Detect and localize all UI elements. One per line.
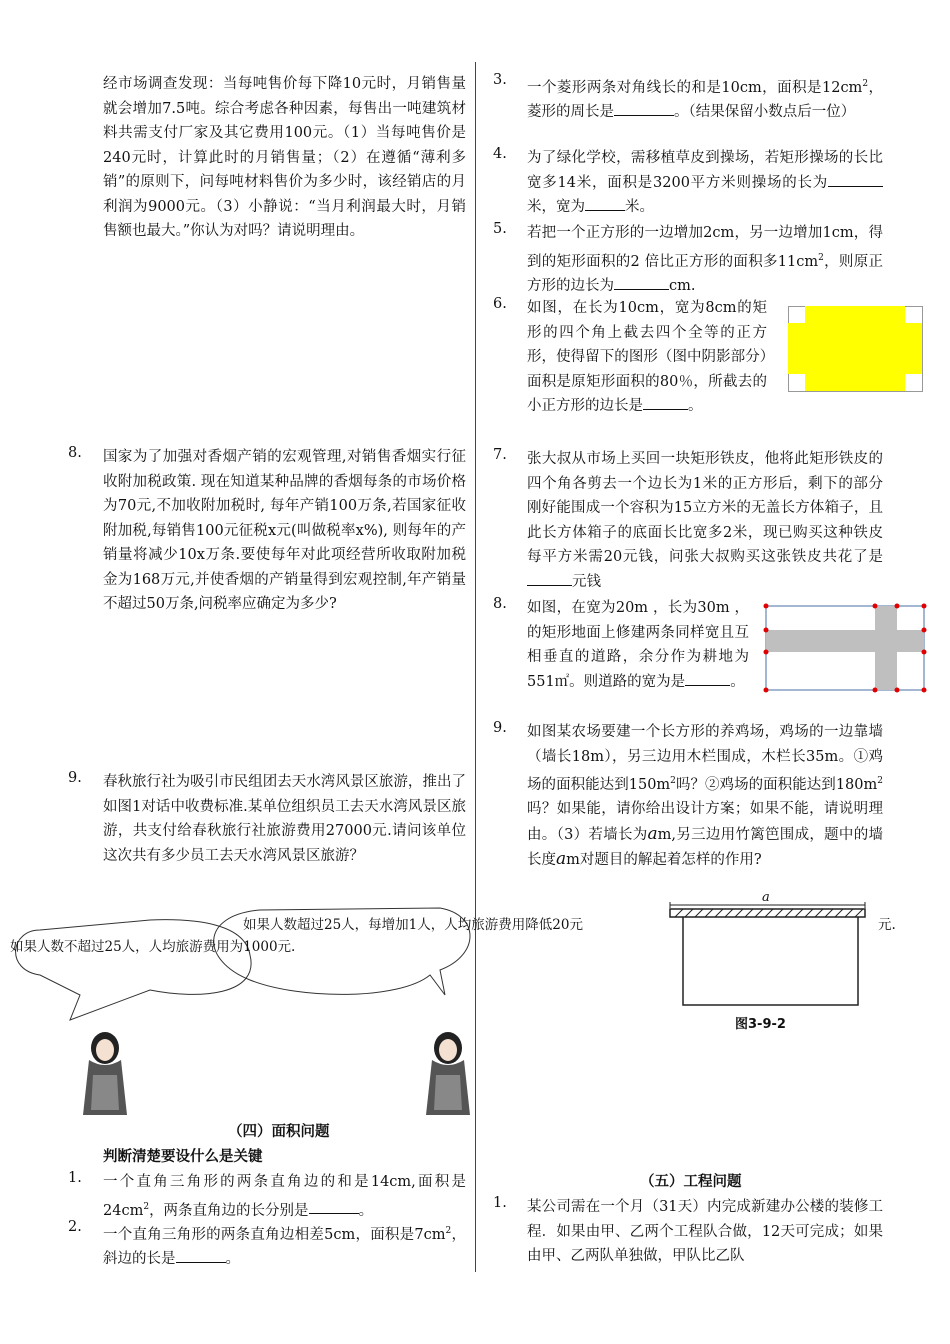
section-4-subtitle: 判断清楚要设什么是关键 [103,1149,263,1165]
engineering-q1-number: 1. [493,1195,507,1211]
section-5-title: （五）工程问题 [640,1174,742,1190]
chicken-farm-figure [665,893,877,1033]
area-q1-number: 1. [68,1170,82,1186]
bubble-2-text: 如果人数超过25人，每增加1人，人均旅游费用降低20元 [243,917,583,933]
section-4-title: （四）面积问题 [228,1124,330,1140]
answer-blank[interactable] [527,571,572,586]
question-8-number: 8. [68,445,82,461]
question-7-continued: 经市场调查发现：当每吨售价每下降10元时，月销售量就会增加7.5吨。综合考虑各种因素，每售出一吨建筑材料共需支付厂家及其它费用100元。（1）当每吨售价是240元时，计算此时的月销售量；（2）在遵循“薄利多销”的原则下，问每吨材料售价为多少时，该经销店的月利润为9000元。（3）小静说：“当月利润最大时，月销售额也最大。”你认为对吗？请说明理由。 [103,76,466,239]
cross-road-figure [760,600,930,696]
question-9-text: 春秋旅行社为吸引市民组团去天水湾风景区旅游，推出了如图1对话中收费标准.某单位组织员工去天水湾风景区旅游，共支付给春秋旅行社旅游费用27000元.请问该单位这次共有多少员工去天水湾风景区旅游？ [103,774,466,864]
answer-blank[interactable] [614,275,669,290]
vertical-road [875,606,897,690]
area-q2-text: 一个直角三角形的两条直角边相差5cm，面积是$7cm^2$，斜边的长是 。 [103,1226,466,1268]
answer-blank[interactable] [309,1199,359,1214]
figure-caption: 图3-9-2 [735,1017,786,1032]
figure-label-a: a [762,890,770,905]
girl-figure-left [75,1030,135,1120]
cut-corner-rectangle-figure [788,306,923,392]
bubble-2-tail: 元. [878,917,896,933]
answer-blank[interactable] [614,101,674,116]
question-r9-number: 9. [493,720,507,736]
answer-blank[interactable] [585,196,625,211]
question-r8-number: 8. [493,596,507,612]
question-r9-text: 如图某农场要建一个长方形的养鸡场，鸡场的一边靠墙（墙长18m），另三边用木栏围成，木栏长35m。①鸡场的面积能达到$150m^2$吗？②鸡场的面积能达到$180m^2$吗？如果能，请你给出设计方案；如果不能，请说明理由。（3）若墙长为am,另三边用竹篱笆围成，题中的墙长度am对题目的解起着怎样的作用? [527,724,883,870]
question-r7-text: 张大叔从市场上买回一块矩形铁皮，他将此矩形铁皮的四个角各剪去一个边长为1米的正方形后，剩下的部分刚好能围成一个容积为15立方米的无盖长方体箱子，且此长方体箱子的底面长比宽多2米，现已购买这种铁皮每平方米需20元钱，问张大叔购买这张铁皮共花了是元钱 [527,451,883,590]
question-r4-number: 4. [493,146,507,162]
question-r8-text: 如图，在宽为20m ，长为30m ，的矩形地面上修建两条同样宽且互相垂直的道路，余分作为耕地为551㎡。则道路的宽为是 。 [527,600,749,690]
answer-blank[interactable] [685,671,730,686]
answer-blank[interactable] [643,395,688,410]
question-r6-number: 6. [493,296,507,312]
fence [683,917,858,1005]
question-r3-text: 一个菱形两条对角线长的和是10cm，面积是$12cm^2$，菱形的周长是 。（结果保留小数点后一位） [527,79,884,121]
area-q2-number: 2. [68,1219,82,1235]
question-r5-text: 若把一个正方形的一边增加2cm，另一边增加1cm，得到的矩形面积的2 倍比正方形的面积多$11cm^2$，则原正方形的边长为 cm. [527,225,884,294]
question-r7-number: 7. [493,447,507,463]
horizontal-road [766,630,924,652]
area-q1-text: 一个直角三角形的两条直角边的和是14cm,面积是$24cm^2$，两条直角边的长分别是 。 [103,1174,466,1219]
engineering-q1-text: 某公司需在一个月（31天）内完成新建办公楼的装修工程．如果由甲、乙两个工程队合做，12天可完成；如果由甲、乙两队单独做，甲队比乙队 [527,1199,883,1264]
shaded-region [788,306,922,391]
answer-blank[interactable] [828,172,883,187]
girl-figure-right [418,1030,478,1120]
question-r6-text: 如图，在长为10cm，宽为8cm的矩形的四个角上截去四个全等的正方形，使得留下的图形（图中阴影部分）面积是原矩形面积的80％，所截去的小正方形的边长是 。 [527,300,767,414]
answer-blank[interactable] [176,1248,226,1263]
question-r5-number: 5. [493,221,507,237]
question-r3-number: 3. [493,72,507,88]
question-8-text: 国家为了加强对香烟产销的宏观管理,对销售香烟实行征收附加税政策. 现在知道某种品牌的香烟每条的市场价格为70元,不加收附加税时, 每年产销100万条,若国家征收附加税,每销售100元征税x元(叫做税率x%), 则每年的产销量将减少10x万条.要使每年对此项经营所收取附加税金为168万元,并使香烟的产销量得到宏观控制,年产销量不超过50万条,问税率应确定为多少? [103,449,466,612]
question-r4-text: 为了绿化学校，需移植草皮到操场，若矩形操场的长比宽多14米，面积是3200平方米则操场的长为米，宽为 米。 [527,150,883,215]
bubble-1-text: 如果人数不超过25人，人均旅游费用为1000元. [10,939,296,955]
question-9-number: 9. [68,770,82,786]
